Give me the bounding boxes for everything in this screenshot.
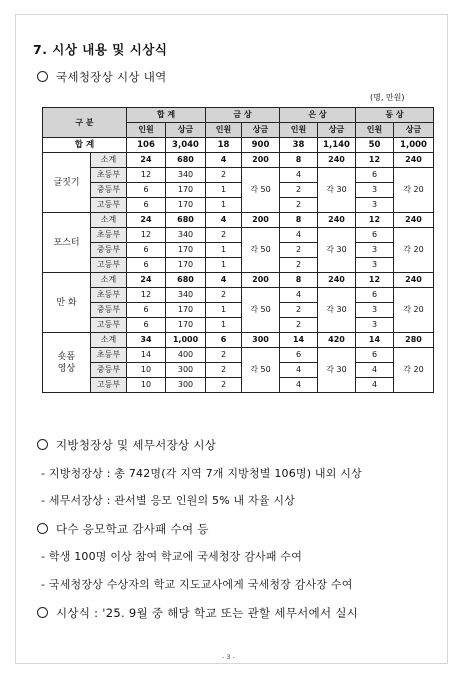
row-label: 소계 (91, 273, 127, 288)
table-cell: 4 (280, 363, 318, 378)
table-row (43, 258, 434, 273)
table-cell: 10 (127, 363, 166, 378)
subsection-title: 지방청장상 및 세무서장상 시상 (56, 438, 217, 452)
table-cell: 280 (394, 333, 434, 348)
table-cell: 2 (206, 378, 242, 393)
header-bronze: 동 상 (356, 108, 434, 123)
table-cell: 6 (127, 258, 166, 273)
table-cell: 4 (280, 288, 318, 303)
prize-cell: 각 20 (394, 228, 434, 273)
subsection-ceremony (37, 605, 358, 621)
row-label: 소계 (91, 213, 127, 228)
table-cell: 2 (280, 198, 318, 213)
table-row (43, 303, 434, 318)
table-cell: 4 (206, 153, 242, 168)
table-cell: 24 (127, 213, 166, 228)
table-cell: 4 (206, 213, 242, 228)
table-cell: 12 (127, 288, 166, 303)
table-row (43, 168, 434, 183)
row-label: 초등부 (91, 228, 127, 243)
prize-cell: 각 50 (242, 288, 280, 333)
table-cell: 240 (394, 213, 434, 228)
table-cell: 38 (280, 138, 318, 153)
table-cell: 106 (127, 138, 166, 153)
table-cell: 2 (206, 363, 242, 378)
table-cell: 240 (394, 153, 434, 168)
circle-bullet-icon (37, 439, 48, 450)
circle-bullet-icon (37, 71, 48, 82)
table-row (43, 183, 434, 198)
prize-cell: 각 50 (242, 228, 280, 273)
header-total: 합 계 (127, 108, 206, 123)
table-cell: 900 (242, 138, 280, 153)
table-cell: 200 (242, 213, 280, 228)
prize-cell: 각 50 (242, 168, 280, 213)
prize-cell: 각 20 (394, 168, 434, 213)
header-sub: 상금 (318, 123, 356, 138)
table-cell: 2 (280, 303, 318, 318)
row-label: 중등부 (91, 363, 127, 378)
table-cell: 170 (166, 258, 206, 273)
table-cell: 1 (206, 198, 242, 213)
prize-cell: 각 30 (318, 348, 356, 393)
table-cell: 3 (356, 303, 394, 318)
table-cell: 680 (166, 213, 206, 228)
table-cell: 170 (166, 183, 206, 198)
list-item: - 학생 100명 이상 참여 학교에 국세청장 감사패 수여 (41, 550, 303, 563)
table-cell: 3,040 (166, 138, 206, 153)
list-item: - 세무서장상 : 관서별 응모 인원의 5% 내 자율 시상 (41, 494, 296, 507)
header-sub: 인원 (280, 123, 318, 138)
category-label: 포스터 (43, 213, 91, 273)
table-cell: 1,000 (394, 138, 434, 153)
table-cell: 4 (280, 228, 318, 243)
table-cell: 300 (242, 333, 280, 348)
awards-table (42, 107, 434, 393)
table-cell: 1 (206, 303, 242, 318)
table-cell: 4 (280, 378, 318, 393)
table-cell: 2 (280, 183, 318, 198)
list-item: - 지방청장상 : 총 742명(각 지역 7개 지방청별 106명) 내외 시상 (41, 467, 362, 480)
row-label: 고등부 (91, 258, 127, 273)
table-row (43, 348, 434, 363)
table-cell: 12 (356, 153, 394, 168)
category-label: 만 화 (43, 273, 91, 333)
table-row (43, 378, 434, 393)
table-cell: 6 (127, 243, 166, 258)
row-label: 초등부 (91, 168, 127, 183)
row-label: 중등부 (91, 183, 127, 198)
header-sub: 상금 (166, 123, 206, 138)
table-cell: 3 (356, 258, 394, 273)
table-row (43, 318, 434, 333)
table-cell: 4 (356, 378, 394, 393)
header-sub: 상금 (242, 123, 280, 138)
table-cell: 3 (356, 318, 394, 333)
table-cell: 240 (318, 273, 356, 288)
subtotal-row (43, 333, 434, 348)
table-cell: 340 (166, 228, 206, 243)
total-row (43, 138, 434, 153)
subsection-plaques (37, 521, 209, 537)
table-cell: 6 (127, 303, 166, 318)
table-cell: 3 (356, 243, 394, 258)
table-cell: 6 (356, 168, 394, 183)
table-row (43, 243, 434, 258)
table-cell: 2 (206, 288, 242, 303)
table-cell: 6 (356, 228, 394, 243)
table-cell: 240 (318, 153, 356, 168)
subsection-title: 국세청장상 시상 내역 (56, 70, 167, 84)
header-gold: 금 상 (206, 108, 280, 123)
page-number: - 3 - (222, 653, 235, 661)
subtotal-row (43, 213, 434, 228)
table-cell: 2 (206, 228, 242, 243)
table-cell: 400 (166, 348, 206, 363)
row-label: 고등부 (91, 198, 127, 213)
table-cell: 4 (356, 363, 394, 378)
table-cell: 6 (280, 348, 318, 363)
table-cell: 300 (166, 378, 206, 393)
table-row (43, 363, 434, 378)
table-cell: 6 (206, 333, 242, 348)
table-cell: 240 (318, 213, 356, 228)
circle-bullet-icon (37, 607, 48, 618)
table-cell: 2 (206, 168, 242, 183)
prize-cell: 각 20 (394, 348, 434, 393)
table-cell: 6 (356, 288, 394, 303)
table-cell: 170 (166, 243, 206, 258)
subsection-regional (37, 437, 216, 453)
table-row (43, 288, 434, 303)
prize-cell: 각 50 (242, 348, 280, 393)
table-cell: 1 (206, 258, 242, 273)
row-label: 중등부 (91, 243, 127, 258)
table-cell: 2 (280, 243, 318, 258)
table-cell: 8 (280, 153, 318, 168)
table-cell: 2 (280, 318, 318, 333)
table-cell: 170 (166, 303, 206, 318)
header-sub: 인원 (206, 123, 242, 138)
table-cell: 6 (127, 198, 166, 213)
table-cell: 170 (166, 318, 206, 333)
category-label: 글짓기 (43, 153, 91, 213)
table-cell: 8 (280, 273, 318, 288)
row-label: 고등부 (91, 378, 127, 393)
table-cell: 3 (356, 198, 394, 213)
unit-label: (명, 만원) (370, 93, 405, 102)
table-cell: 12 (127, 168, 166, 183)
table-cell: 170 (166, 198, 206, 213)
prize-cell: 각 30 (318, 168, 356, 213)
table-cell: 680 (166, 273, 206, 288)
table-cell: 200 (242, 273, 280, 288)
header-sub: 인원 (356, 123, 394, 138)
row-label: 고등부 (91, 318, 127, 333)
table-cell: 24 (127, 153, 166, 168)
subsection-national (37, 69, 167, 85)
row-label: 중등부 (91, 303, 127, 318)
table-cell: 340 (166, 288, 206, 303)
header-silver: 은 상 (280, 108, 356, 123)
table-cell: 300 (166, 363, 206, 378)
table-cell: 4 (280, 168, 318, 183)
table-cell: 50 (356, 138, 394, 153)
table-cell: 1 (206, 318, 242, 333)
row-label: 소계 (91, 153, 127, 168)
header-sub: 인원 (127, 123, 166, 138)
row-label: 초등부 (91, 348, 127, 363)
row-label: 소계 (91, 333, 127, 348)
table-cell: 1 (206, 183, 242, 198)
circle-bullet-icon (37, 523, 48, 534)
table-cell: 10 (127, 378, 166, 393)
table-row (43, 198, 434, 213)
table-cell: 14 (280, 333, 318, 348)
table-cell: 340 (166, 168, 206, 183)
subsection-title: 시상식 : '25. 9월 중 해당 학교 또는 관할 세무서에서 실시 (56, 606, 359, 620)
table-cell: 6 (356, 348, 394, 363)
prize-cell: 각 30 (318, 228, 356, 273)
table-cell: 12 (356, 273, 394, 288)
table-cell: 1 (206, 243, 242, 258)
section-heading: 7. 시상 내용 및 시상식 (33, 42, 168, 57)
table-cell: 14 (127, 348, 166, 363)
header-gubun: 구 분 (43, 108, 127, 138)
header-sub: 상금 (394, 123, 434, 138)
table-cell: 420 (318, 333, 356, 348)
subsection-title: 다수 응모학교 감사패 수여 등 (56, 522, 209, 536)
table-cell: 34 (127, 333, 166, 348)
table-cell: 680 (166, 153, 206, 168)
table-cell: 200 (242, 153, 280, 168)
table-cell: 6 (127, 183, 166, 198)
table-cell: 14 (356, 333, 394, 348)
table-cell: 8 (280, 213, 318, 228)
table-cell: 6 (127, 318, 166, 333)
table-cell: 12 (356, 213, 394, 228)
row-label: 초등부 (91, 288, 127, 303)
total-label: 합 계 (43, 138, 127, 153)
table-cell: 2 (280, 258, 318, 273)
table-cell: 3 (356, 183, 394, 198)
table-cell: 1,000 (166, 333, 206, 348)
subtotal-row (43, 153, 434, 168)
table-row (43, 228, 434, 243)
prize-cell: 각 30 (318, 288, 356, 333)
table-cell: 4 (206, 273, 242, 288)
table-cell: 12 (127, 228, 166, 243)
table-cell: 24 (127, 273, 166, 288)
prize-cell: 각 20 (394, 288, 434, 333)
table-cell: 18 (206, 138, 242, 153)
subtotal-row (43, 273, 434, 288)
category-label: 숏폼 영상 (43, 333, 91, 393)
table-cell: 1,140 (318, 138, 356, 153)
list-item: - 국세청장상 수상자의 학교 지도교사에게 국세청장 감사장 수여 (41, 578, 353, 591)
table-cell: 240 (394, 273, 434, 288)
table-cell: 2 (206, 348, 242, 363)
